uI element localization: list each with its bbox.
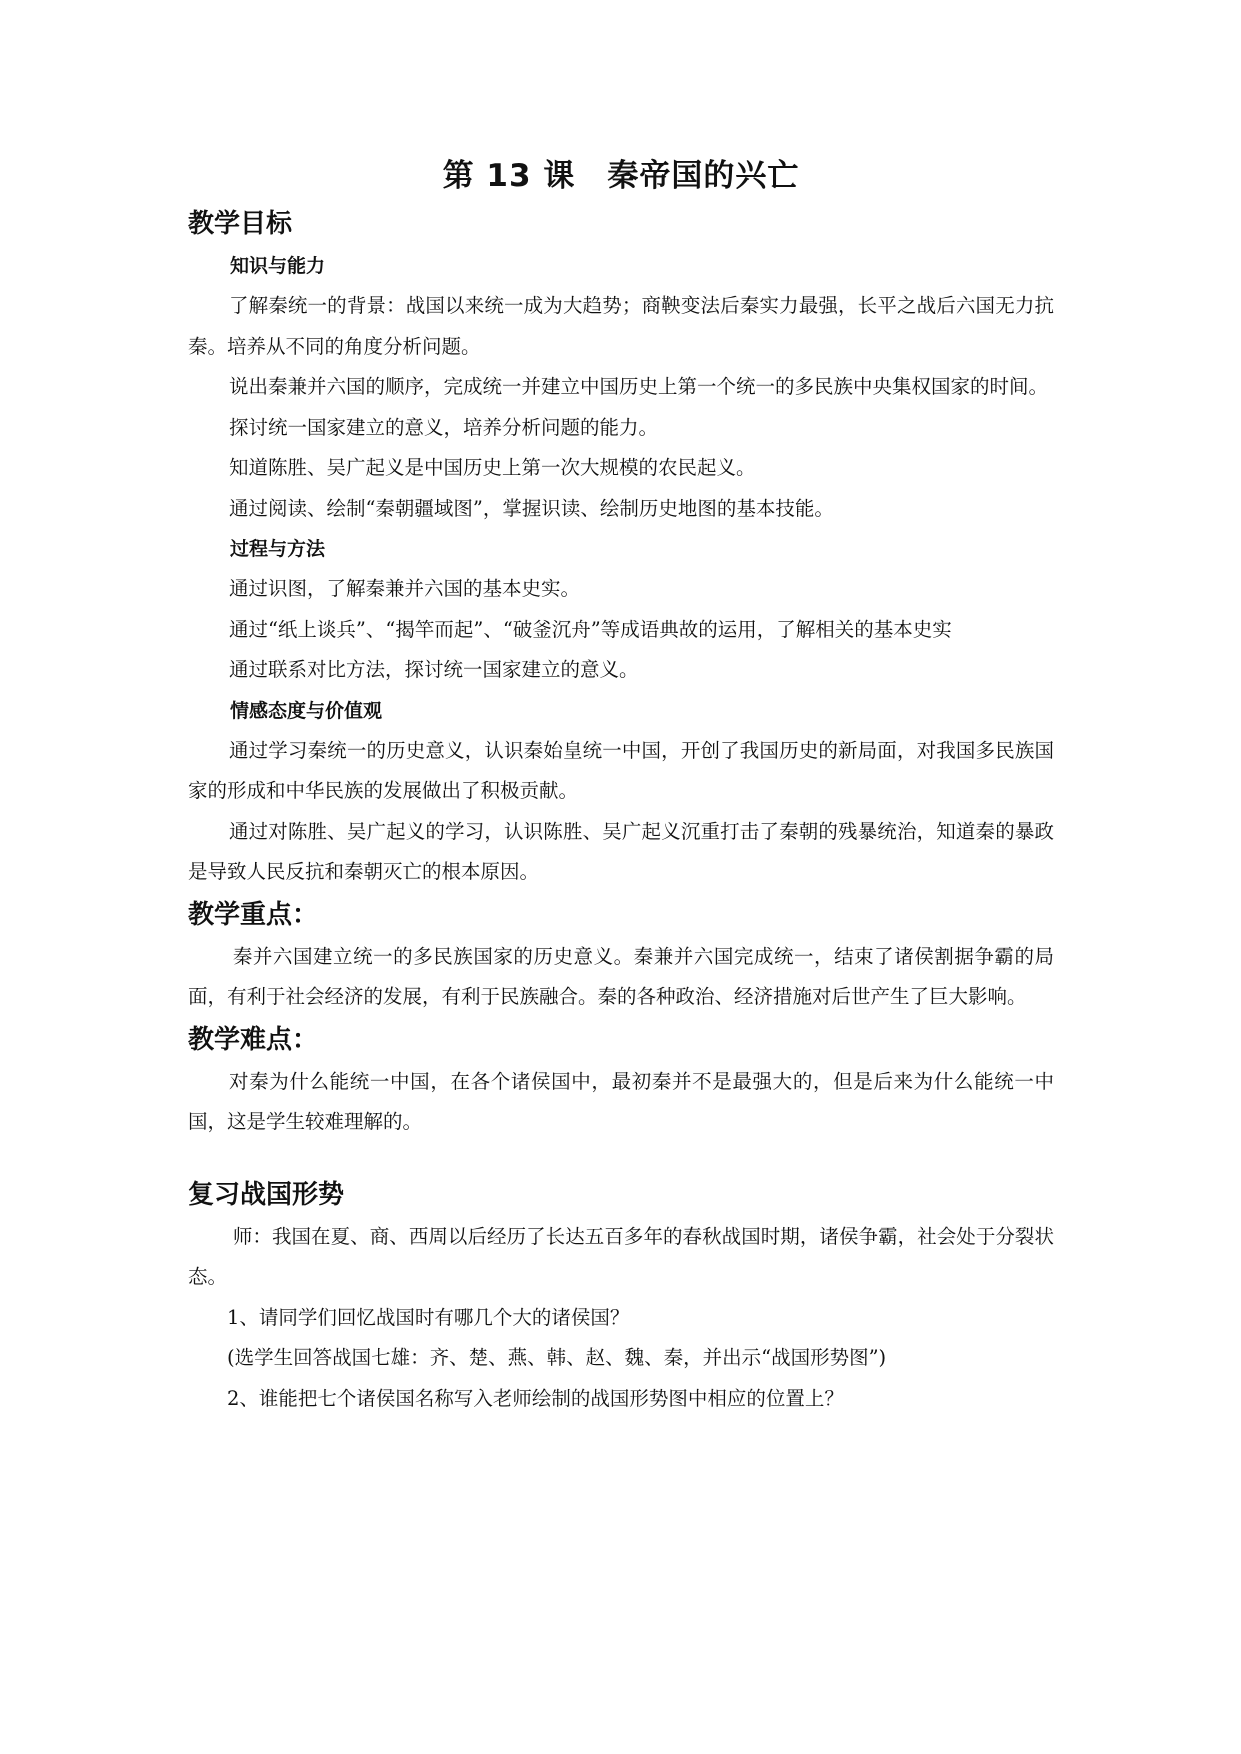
knowledge-para: 通过阅读、绘制“秦朝疆域图”，掌握识读、绘制历史地图的基本技能。 <box>228 496 834 520</box>
process-para: 通过“纸上谈兵”、“揭竿而起”、“破釜沉舟”等成语典故的运用，了解相关的基本史实 <box>228 617 952 641</box>
key-points-heading: 教学重点： <box>188 899 319 930</box>
process-para: 通过联系对比方法，探讨统一国家建立的意义。 <box>228 658 639 681</box>
knowledge-para: 探讨统一国家建立的意义，培养分析问题的能力。 <box>228 415 658 439</box>
knowledge-para: 知道陈胜、吴广起义是中国历史上第一次大规模的农民起义。 <box>228 456 756 479</box>
review-para: 师：我国在夏、商、西周以后经历了长达五百多年的春秋战国时期，诸侯争霸，社会处于分裂状态。 <box>188 1224 1054 1288</box>
emotion-heading: 情感态度与价值观 <box>230 699 383 722</box>
review-heading: 复习战国形势 <box>188 1179 345 1210</box>
knowledge-heading: 知识与能力 <box>230 255 326 277</box>
process-para: 通过识图，了解秦兼并六国的基本史实。 <box>228 577 580 600</box>
key-points-para: 秦并六国建立统一的多民族国家的历史意义。秦兼并六国完成统一，结束了诸侯割据争霸的局面，有利于社会经济的发展，有利于民族融合。秦的各种政治、经济措施对后世产生了巨大影响。 <box>188 944 1054 1008</box>
emotion-para: 通过学习秦统一的历史意义，认识秦始皇统一中国，开创了我国历史的新局面，对我国多民族国家的形成和中华民族的发展做出了积极贡献。 <box>188 738 1054 802</box>
knowledge-para: 说出秦兼并六国的顺序，完成统一并建立中国历史上第一个统一的多民族中央集权国家的时间。 <box>228 375 1048 398</box>
emotion-para: 通过对陈胜、吴广起义的学习，认识陈胜、吴广起义沉重打击了秦朝的残暴统治，知道秦的暴政是导致人民反抗和秦朝灭亡的根本原因。 <box>188 819 1054 883</box>
review-note: (选学生回答战国七雄：齐、楚、燕、韩、赵、魏、秦，并出示“战国形势图”) <box>227 1346 887 1369</box>
goals-heading: 教学目标 <box>188 209 293 239</box>
review-question: 2、谁能把七个诸侯国名称写入老师绘制的战国形势图中相应的位置上？ <box>227 1386 844 1410</box>
difficult-points-para: 对秦为什么能统一中国，在各个诸侯国中，最初秦并不是最强大的，但是后来为什么能统一中国，这是学生较难理解的。 <box>188 1069 1054 1133</box>
document-page <box>188 150 1054 1419</box>
knowledge-para: 了解秦统一的背景：战国以来统一成为大趋势；商鞅变法后秦实力最强，长平之战后六国无力抗秦。培养从不同的角度分析问题。 <box>188 294 1054 358</box>
difficult-points-heading: 教学难点： <box>188 1024 319 1055</box>
lesson-title: 第 13 课 秦帝国的兴亡 <box>442 158 800 194</box>
process-heading: 过程与方法 <box>230 538 326 560</box>
review-question: 1、请同学们回忆战国时有哪几个大的诸侯国？ <box>227 1305 630 1329</box>
